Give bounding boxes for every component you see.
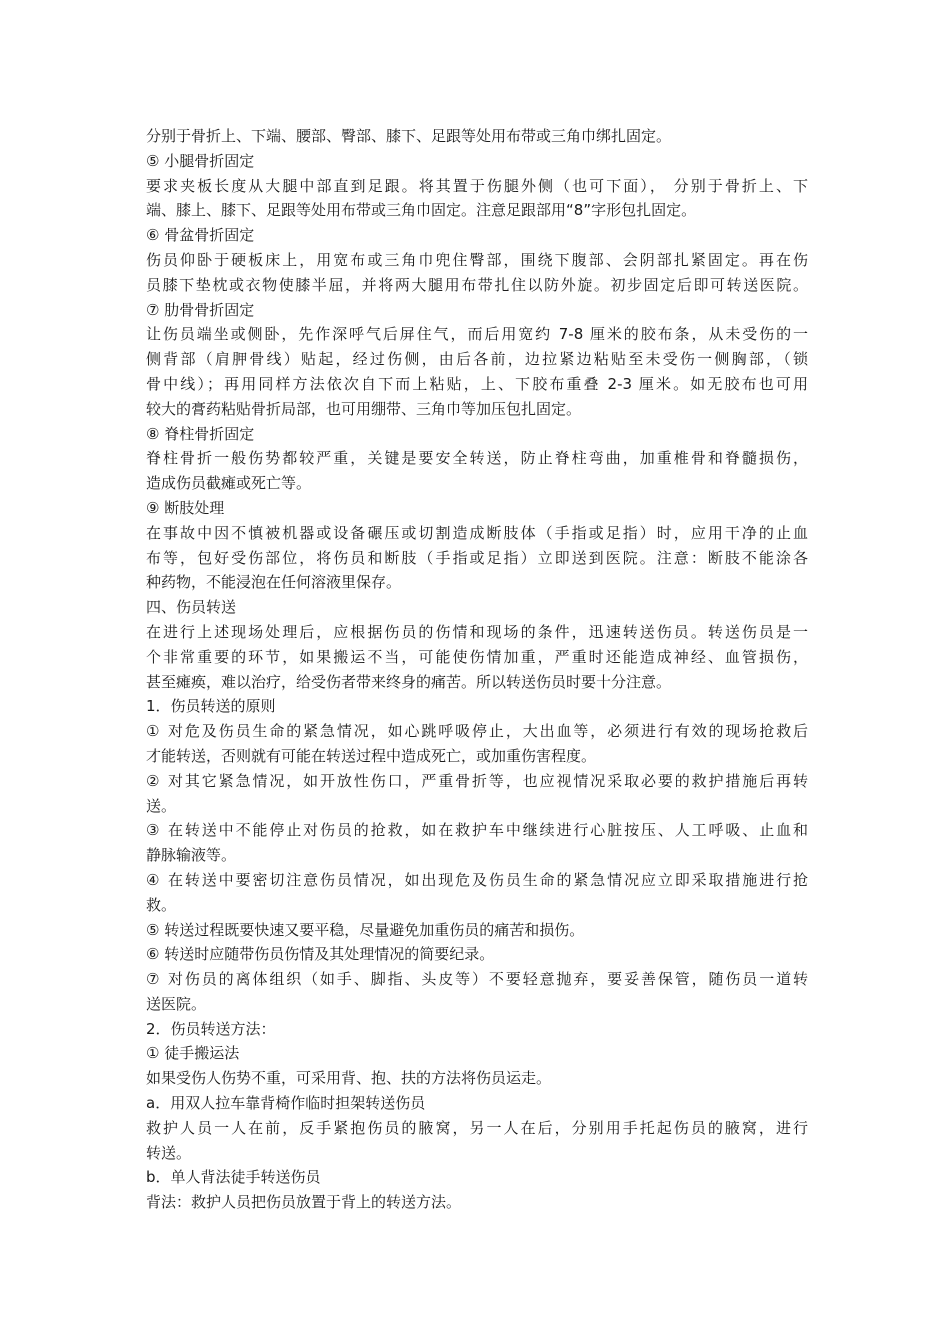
text-line: 个非常重要的环节，如果搬运不当，可能使伤情加重，严重时还能造成神经、血管损伤， — [146, 647, 808, 666]
text-line: 分别于骨折上、下端、腰部、臀部、膝下、足跟等处用布带或三角巾绑扎固定。 — [146, 127, 672, 145]
text-line: 2．伤员转送方法： — [146, 1019, 276, 1038]
text-line: 转送。 — [146, 1143, 192, 1162]
text-line: ⑦ 肋骨骨折固定 — [146, 300, 255, 319]
text-line: 脊柱骨折一般伤势都较严重，关键是要安全转送，防止脊柱弯曲，加重椎骨和脊髓损伤， — [146, 449, 808, 468]
text-line: 静脉输液等。 — [146, 846, 237, 865]
text-line: ① 徒手搬运法 — [146, 1044, 240, 1063]
text-line: 骨中线）；再用同样方法依次自下而上粘贴，上、下胶布重叠 2-3 厘米。如无胶布也可用 — [146, 374, 808, 393]
text-line: 侧背部（肩胛骨线）贴起，经过伤侧，由后各前，边拉紧边粘贴至未受伤一侧胸部，（锁 — [146, 350, 808, 369]
text-line: 要求夹板长度从大腿中部直到足跟。将其置于伤腿外侧（也可下面）， 分别于骨折上、下 — [146, 176, 808, 195]
text-line: ④ 在转送中要密切注意伤员情况，如出现危及伤员生命的紧急情况应立即采取措施进行抢 — [146, 870, 808, 889]
text-line: ⑤ 小腿骨折固定 — [146, 151, 255, 170]
text-line: a．用双人拉车靠背椅作临时担架转送伤员 — [146, 1094, 426, 1113]
text-line: 种药物，不能浸泡在任何溶液里保存。 — [146, 573, 402, 592]
text-line: 员膝下垫枕或衣物使膝半屈，并将两大腿用布带扎住以防外旋。初步固定后即可转送医院。 — [146, 275, 808, 294]
text-line: ① 对危及伤员生命的紧急情况，如心跳呼吸停止，大出血等，必须进行有效的现场抢救后 — [146, 722, 808, 741]
text-line: ② 对其它紧急情况，如开放性伤口，严重骨折等，也应视情况采取必要的救护措施后再转 — [146, 771, 808, 790]
text-line: 1．伤员转送的原则 — [146, 697, 276, 716]
text-line: ⑦ 对伤员的离体组织（如手、脚指、头皮等）不要轻意抛弃，要妥善保管，随伤员一道转 — [146, 970, 808, 989]
text-line: 才能转送，否则就有可能在转送过程中造成死亡，或加重伤害程度。 — [146, 746, 597, 765]
text-line: ⑥ 转送时应随带伤员伤情及其处理情况的简要纪录。 — [146, 945, 495, 964]
text-line: 在事故中因不慎被机器或设备碾压或切割造成断肢体（手指或足指）时，应用干净的止血 — [146, 523, 808, 542]
text-line: 在进行上述现场处理后，应根据伤员的伤情和现场的条件，迅速转送伤员。转送伤员是一 — [146, 622, 808, 641]
text-line: ⑤ 转送过程既要快速又要平稳，尽量避免加重伤员的痛苦和损伤。 — [146, 920, 585, 939]
text-line: 送医院。 — [146, 994, 207, 1013]
document-body — [146, 124, 808, 1215]
text-line: 四、伤员转送 — [146, 598, 237, 617]
text-line: 端、膝上、膝下、足跟等处用布带或三角巾固定。注意足跟部用“8”字形包扎固定。 — [146, 201, 697, 220]
text-line: 较大的膏药粘贴骨折局部，也可用绷带、三角巾等加压包扎固定。 — [146, 399, 582, 418]
text-line: 如果受伤人伤势不重，可采用背、抱、扶的方法将伤员运走。 — [146, 1069, 552, 1088]
text-line: ⑥ 骨盆骨折固定 — [146, 226, 255, 245]
text-line: 让伤员端坐或侧卧，先作深呼气后屏住气，而后用宽约 7-8 厘米的胶布条，从未受伤的一 — [146, 325, 808, 344]
text-line: ③ 在转送中不能停止对伤员的抢救，如在救护车中继续进行心脏按压、人工呼吸、止血和 — [146, 821, 808, 840]
text-line: b．单人背法徒手转送伤员 — [146, 1168, 321, 1187]
text-line: ⑧ 脊柱骨折固定 — [146, 424, 255, 443]
text-line: 送。 — [146, 796, 177, 815]
text-line: 甚至瘫痪，难以治疗，给受伤者带来终身的痛苦。所以转送伤员时要十分注意。 — [146, 672, 672, 691]
text-line: 伤员仰卧于硬板床上，用宽布或三角巾兜住臀部，围绕下腹部、会阴部扎紧固定。再在伤 — [146, 250, 808, 269]
text-line: 造成伤员截瘫或死亡等。 — [146, 474, 312, 493]
text-line: ⑨ 断肢处理 — [146, 498, 225, 517]
text-line: 救护人员一人在前，反手紧抱伤员的腋窝，另一人在后，分别用手托起伤员的腋窝，进行 — [146, 1118, 808, 1137]
text-line: 救。 — [146, 895, 177, 914]
text-line: 背法：救护人员把伤员放置于背上的转送方法。 — [146, 1193, 462, 1212]
text-line: 布等，包好受伤部位，将伤员和断肢（手指或足指）立即送到医院。注意：断肢不能涂各 — [146, 548, 808, 567]
